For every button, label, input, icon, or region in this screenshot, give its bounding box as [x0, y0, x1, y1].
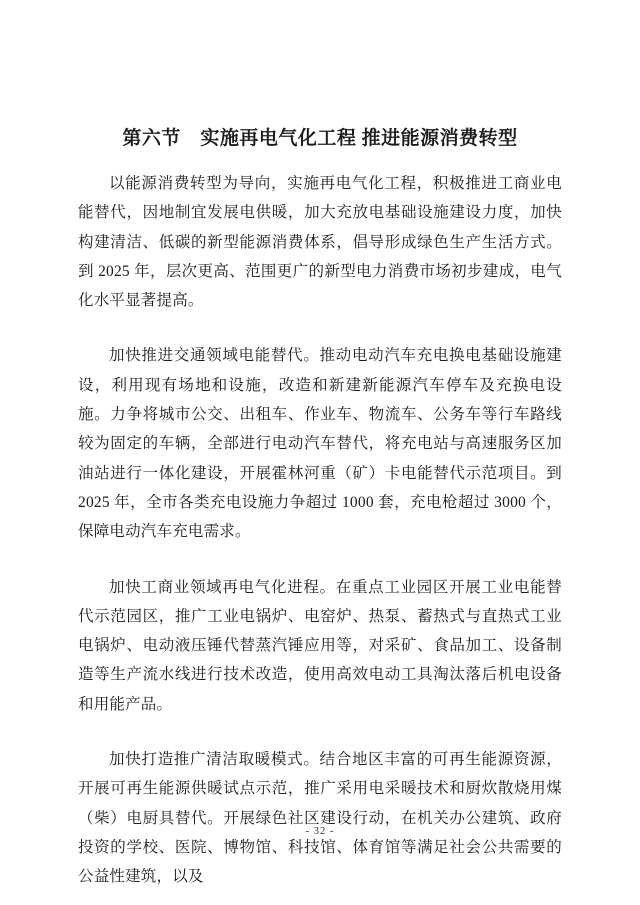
body-paragraph-2: 加快推进交通领域电能替代。推动电动汽车充电换电基础设施建设，利用现有场地和设施，改造和新建新能源汽车停车及充换电设施。力争将城市公交、出租车、作业车、物流车、公务车等行车路线较为固定的车辆，全部进行电动汽车替代，将充电站与高速服务区加油站进行一体化建设，开展霍林河重（矿）卡电能替代示范项目。到 2025 年，全市各类充电设施力争超过 1000 套，充电枪超过 3000 个，保障电动汽车充电需求。: [78, 347, 562, 541]
page-number: - 32 -: [305, 826, 335, 837]
section-title: 第六节 实施再电气化工程 推进能源消费转型: [122, 128, 518, 149]
body-paragraph-4: 加快打造推广清洁取暖模式。结合地区丰富的可再生能源资源，开展可再生能源供暖试点示范，推广采用电采暖技术和厨炊散烧用煤（柴）电厨具替代。开展绿色社区建设行动，在机关办公建筑、政府投资的学校、医院、博物馆、科技馆、体育馆等满足社会公共需要的公益性建筑，以及: [78, 751, 562, 886]
body-paragraph-1: 以能源消费转型为导向，实施再电气化工程，积极推进工商业电能替代，因地制宜发展电供暖，加大充放电基础设施建设力度，加快构建清洁、低碳的新型能源消费体系，倡导形成绿色生产生活方式。到 2025 年，层次更高、范围更广的新型电力消费市场初步建成，电气化水平显著提高。: [78, 175, 562, 310]
body-paragraph-3: 加快工商业领域再电气化进程。在重点工业园区开展工业电能替代示范园区，推广工业电锅炉、电窑炉、热泵、蓄热式与直热式工业电锅炉、电动液压锤代替蒸汽锤应用等，对采矿、食品加工、设备制造等生产流水线进行技术改造，使用高效电动工具淘汰落后机电设备和用能产品。: [78, 578, 562, 713]
